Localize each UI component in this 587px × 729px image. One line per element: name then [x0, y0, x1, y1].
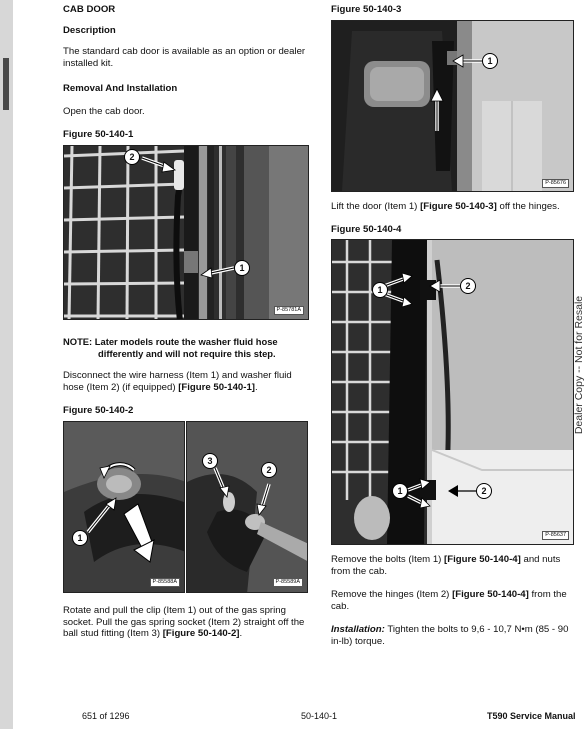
remove-bolts-text [331, 554, 576, 577]
callout-1: 1 [372, 282, 388, 298]
lift-ref: [Figure 50-140-3] [420, 201, 497, 212]
open-text: Open the cab door. [63, 106, 145, 117]
note [63, 336, 313, 359]
note-text-1: Later models route the washer fluid hose [94, 336, 278, 347]
installation-label: Installation: [331, 624, 385, 635]
rotate-text: Rotate and pull the clip (Item 1) out of the gas spring socket. Pull the gas spring socket (Item 2) straight off the ball stud fitting (Item 3) [Figure 50-140-2]. [63, 605, 305, 639]
lift-body: Lift the door (Item 1) [331, 201, 418, 212]
description-heading: Description [63, 25, 116, 36]
callout-3: 3 [202, 453, 218, 469]
rotate-body: Rotate and pull the clip (Item 1) out of the gas spring socket. Pull the gas spring socket (Item 2) straight off the ball stud fitting (Item 3) [63, 605, 305, 639]
fig4-code: P-85637 [542, 531, 569, 540]
remove-bolts-ref: [Figure 50-140-4] [444, 554, 521, 565]
remove-hinges-text [331, 589, 576, 612]
footer-manual-title: T590 Service Manual [487, 711, 576, 721]
fig3-code: P-85676 [542, 179, 569, 188]
note-label: NOTE: [63, 336, 93, 347]
figure-50-140-1 [63, 145, 309, 320]
remove-hinges-ref: [Figure 50-140-4] [452, 589, 529, 600]
remove-bolts-body: Remove the bolts (Item 1) [331, 554, 442, 565]
disconnect-ref: [Figure 50-140-1] [178, 381, 255, 393]
fig2b-code: P-85589A [273, 578, 303, 587]
callout-1: 1 [392, 483, 408, 499]
removal-heading: Removal And Installation [63, 83, 178, 94]
disconnect-text: Disconnect the wire harness (Item 1) and washer fluid hose (Item 2) (if equipped) [Figure 50-140-1]. [63, 370, 292, 393]
footer-section-number: 50-140-1 [301, 711, 338, 721]
callout-1: 1 [482, 53, 498, 69]
disconnect-body: Disconnect the wire harness (Item 1) and washer fluid hose (Item 2) (if equipped) [63, 370, 292, 393]
figure-50-140-2b [186, 421, 308, 593]
fig4-caption: Figure 50-140-4 [331, 224, 402, 235]
footer-page-count: 651 of 1296 [82, 711, 130, 721]
note-text-2: differently and will not require this step. [98, 347, 276, 359]
callout-2: 2 [124, 149, 140, 165]
fig1-code: P-85781A [274, 306, 304, 315]
description-text: The standard cab door is available as an option or dealer installed kit. [63, 46, 306, 69]
figure-50-140-4 [331, 239, 574, 545]
fig2-caption: Figure 50-140-2 [63, 405, 134, 416]
page-edge-tab [3, 58, 9, 110]
installation-body: Tighten the bolts to 9,6 - 10,7 N•m (85 - 90 in-lb) torque. [331, 624, 569, 647]
fig3-caption: Figure 50-140-3 [331, 4, 402, 15]
figure-50-140-2a [63, 421, 185, 593]
installation-text [331, 624, 576, 647]
lift-tail: off the hinges. [499, 201, 560, 212]
callout-2: 2 [261, 462, 277, 478]
lift-text [331, 201, 576, 213]
side-watermark [571, 295, 587, 435]
rotate-ref: [Figure 50-140-2] [162, 628, 240, 639]
remove-bolts-tail: and nuts from the cab. [331, 554, 561, 577]
page-edge-bar [0, 0, 13, 729]
remove-hinges-tail: from the cab. [331, 589, 567, 612]
side-watermark-text: Dealer Copy -- Not for Resale [573, 295, 585, 435]
section-title: CAB DOOR [63, 4, 116, 15]
callout-2: 2 [476, 483, 492, 499]
callout-2: 2 [460, 278, 476, 294]
callout-1: 1 [234, 260, 250, 276]
fig2a-code: P-85588A [150, 578, 180, 587]
figure-50-140-3 [331, 20, 574, 192]
callout-1: 1 [72, 530, 88, 546]
fig1-caption: Figure 50-140-1 [63, 129, 134, 140]
remove-hinges-body: Remove the hinges (Item 2) [331, 589, 450, 600]
